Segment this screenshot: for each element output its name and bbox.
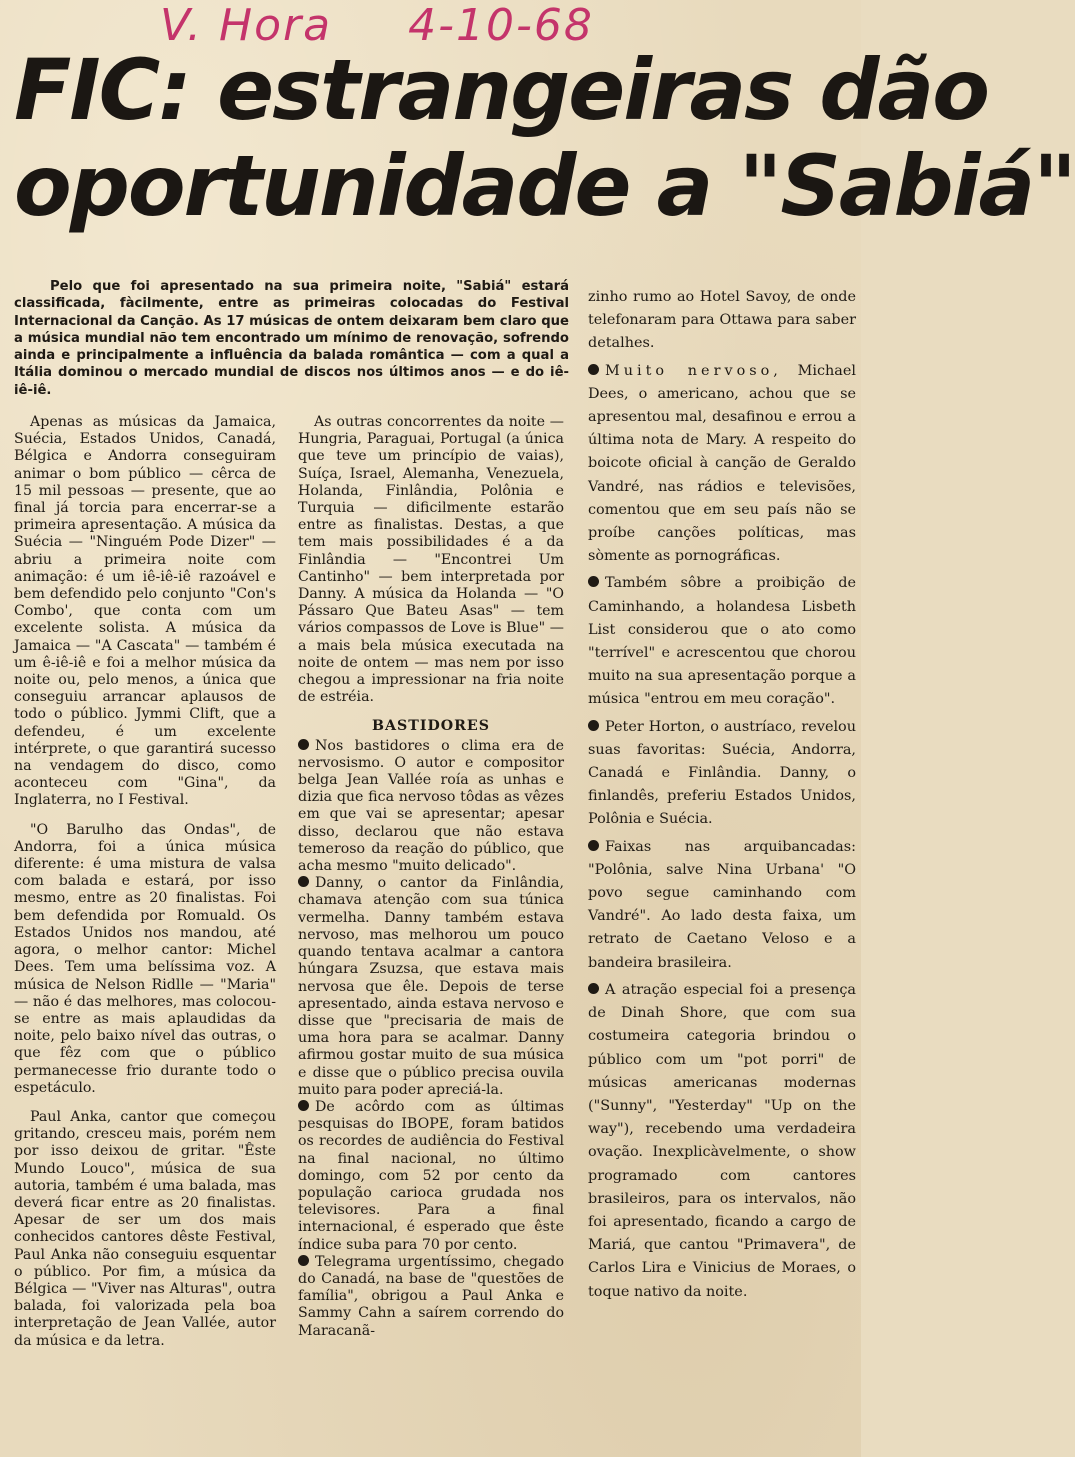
bullet-item [588, 572, 856, 711]
column-2 [298, 414, 564, 1340]
bullet-text: Nos bastidores o clima era de nervosismo. O autor e compositor belga Jean Vallée roía as unhas e dizia que fica nervoso tôdas as vêzes em que vai se apresentar; apesar disso, declarou que não estava temeroso da reação do público, que acha mesmo "muito delicado". [298, 737, 564, 875]
bullet-item [588, 979, 856, 1304]
paragraph: Paul Anka, cantor que começou gritando, cresceu mais, porém nem por isso deixou de gritar. "Êste Mundo Louco", música de sua autoria, também é uma balada, mas deverá ficar entre as 20 finalistas. Apesar de ser um dos mais conhecidos cantores dêste Festival, Paul Anka não conseguiu esquentar o público. Por fim, a música da Bélgica — "Viver nas Alturas", outra balada, foi valorizada pela boa interpretação de Jean Vallée, autor da música e da letra. [14, 1108, 276, 1349]
bullet-icon [298, 1100, 309, 1111]
bullet-text: Também sôbre a proibição de Caminhando, a holandesa Lisbeth List considerou que o ato como "terrível" e acrescentou que chorou muito na sua apresentação porque a música "entrou em meu coração". [588, 575, 856, 708]
lead-paragraph: Pelo que foi apresentado na sua primeira noite, "Sabiá" estará classificada, fàcilmente, entre as primeiras colocadas do Festival Internacional da Canção. As 17 músicas de ontem deixaram bem claro que a música mundial não tem encontrado um mínimo de renovação, sofrendo ainda e principalmente a influência da balada romântica — com a qual a Itália dominou o mercado mundial de discos nos últimos anos — e do iê-iê-iê. [14, 279, 569, 398]
bullet-icon [588, 576, 599, 587]
handwritten-source: V. Hora [160, 0, 333, 51]
bullet-icon [588, 840, 599, 851]
bullet-icon [588, 720, 599, 731]
headline-line-1: FIC: estrangeiras dão [14, 41, 988, 139]
bullet-icon [588, 983, 599, 994]
paragraph: Apenas as músicas da Jamaica, Suécia, Estados Unidos, Canadá, Bélgica e Andorra conseguiram animar o bom público — cêrca de 15 mil pessoas — presente, que ao final já torcia para encerrar-se a primeira apresentação. A música da Suécia — "Ninguém Pode Dizer" — abriu a primeira noite com animação: é um iê-iê-iê razoável e bem defendido pelo conjunto "Con's Combo', que conta com um excelente solista. A música da Jamaica — "A Cascata" — também é um ê-iê-iê e foi a melhor música da noite ou, pelo menos, a única que conseguiu arrancar aplausos de todo o público. Jymmi Clift, que a defendeu, é um excelente intérprete, o que garantirá sucesso na vendagem do disco, como aconteceu com "Gina", da Inglaterra, no I Festival. [14, 414, 276, 809]
bullet-item [298, 1099, 564, 1254]
bullet-item [588, 836, 856, 975]
bullet-text: Peter Horton, o austríaco, revelou suas favoritas: Suécia, Andorra, Canadá e Finlândia. Danny, o finlandês, preferiu Estados Unidos, Polônia e Suécia. [588, 718, 856, 828]
paragraph: As outras concorrentes da noite — Hungria, Paraguai, Portugal (a única que teve um princípio de vaias), Suíça, Israel, Alemanha, Venezuela, Holanda, Finlândia, Polônia e Turquia — dificilmente estarão entre as finalistas. Destas, a que tem mais possibilidades é a da Finlândia — "Encontrei Um Cantinho" — bem interpretada por Danny. A música da Holanda — "O Pássaro Que Bateu Asas" — tem vários compassos de Love is Blue" — a mais bela música executada na noite de ontem — mas nem por isso chegou a impressionar na fria noite de estréia. [298, 414, 564, 706]
section-title: BASTIDORES [372, 718, 490, 735]
bullet-text: Danny, o cantor da Finlândia, chamava atenção com sua túnica vermelha. Danny também estava nervoso, mas melhorou um pouco quando tentava acalmar a cantora húngara Zsuzsa, que estava mais nervosa que êle. Depois de terse apresentado, ainda estava nervoso e disse que "precisaria de mais de uma hora para se acalmar. Danny afirmou gostar muito de sua música e disse que o público precisa ouvila muito para poder apreciá-la. [298, 875, 564, 1098]
bullet-icon [298, 876, 309, 887]
bullet-icon [588, 364, 599, 375]
bullet-item [588, 716, 856, 832]
headline [14, 41, 1075, 235]
headline-line-2: oportunidade a "Sabiá" [14, 137, 1075, 235]
handwritten-date: 4-10-68 [408, 0, 594, 51]
bullet-text: Faixas nas arquibancadas: "Polônia, salve Nina Urbana' "O povo segue caminhando com Vandré". Ao lado desta faixa, um retrato de Caetano Veloso e a bandeira brasileira. [588, 838, 856, 971]
bullet-item [298, 738, 564, 876]
bullet-item [298, 1254, 564, 1340]
bullet-text: Telegrama urgentíssimo, chegado do Canadá, na base de "questões de família", obrigou a Paul Anka e Sammy Cahn a saírem correndo do Maracanã- [298, 1253, 564, 1339]
bullet-icon [298, 1255, 309, 1266]
paragraph: zinho rumo ao Hotel Savoy, de onde telefonaram para Ottawa para saber detalhes. [588, 289, 856, 352]
column-3 [588, 286, 856, 1308]
column-1 [14, 414, 276, 1362]
bullet-lead: Muito nervoso, [605, 362, 782, 379]
bullet-item [298, 875, 564, 1099]
bullet-text: De acôrdo com as últimas pesquisas do IBOPE, foram batidos os recordes de audiência do Festival na final nacional, no último domingo, com 52 por cento da população carioca grudada nos televisores. Para a final internacional, é esperado que êste índice suba para 70 por cento. [298, 1098, 564, 1253]
bullet-text: A atração especial foi a presença de Dinah Shore, que com sua costumeira categoria brindou o público com um "pot porri" de músicas americanas modernas ("Sunny", "Yesterday" "Up on the way"), recebendo uma verdadeira ovação. Inexplicàvelmente, o show programado com cantores brasileiros, para os intervalos, não foi apresentado, ficando a cargo de Mariá, que cantou "Primavera", de Carlos Lira e Vinicius de Moraes, o toque nativo da noite. [588, 981, 856, 1300]
bullet-item [588, 360, 856, 569]
bullet-icon [298, 739, 309, 750]
paragraph: "O Barulho das Ondas", de Andorra, foi a única música diferente: é uma mistura de valsa com balada e estará, por isso mesmo, entre as 20 finalistas. Foi bem defendida por Romuald. Os Estados Unidos nos mandou, até agora, o melhor cantor: Michel Dees. Tem uma belíssima voz. A música de Nelson Ridlle — "Maria" — não é das melhores, mas colocou-se entre as mais aplaudidas da noite, pelo baixo nível das outras, o que fêz com que o público permanecesse frio durante todo o espetáculo. [14, 821, 276, 1096]
bullet-text: Michael Dees, o americano, achou que se apresentou mal, desafinou e errou a última nota de Mary. A respeito do boicote oficial à canção de Geraldo Vandré, nas rádios e televisões, comentou que em seu país não se proíbe canções políticas, mas sòmente as pornográficas. [588, 362, 856, 565]
